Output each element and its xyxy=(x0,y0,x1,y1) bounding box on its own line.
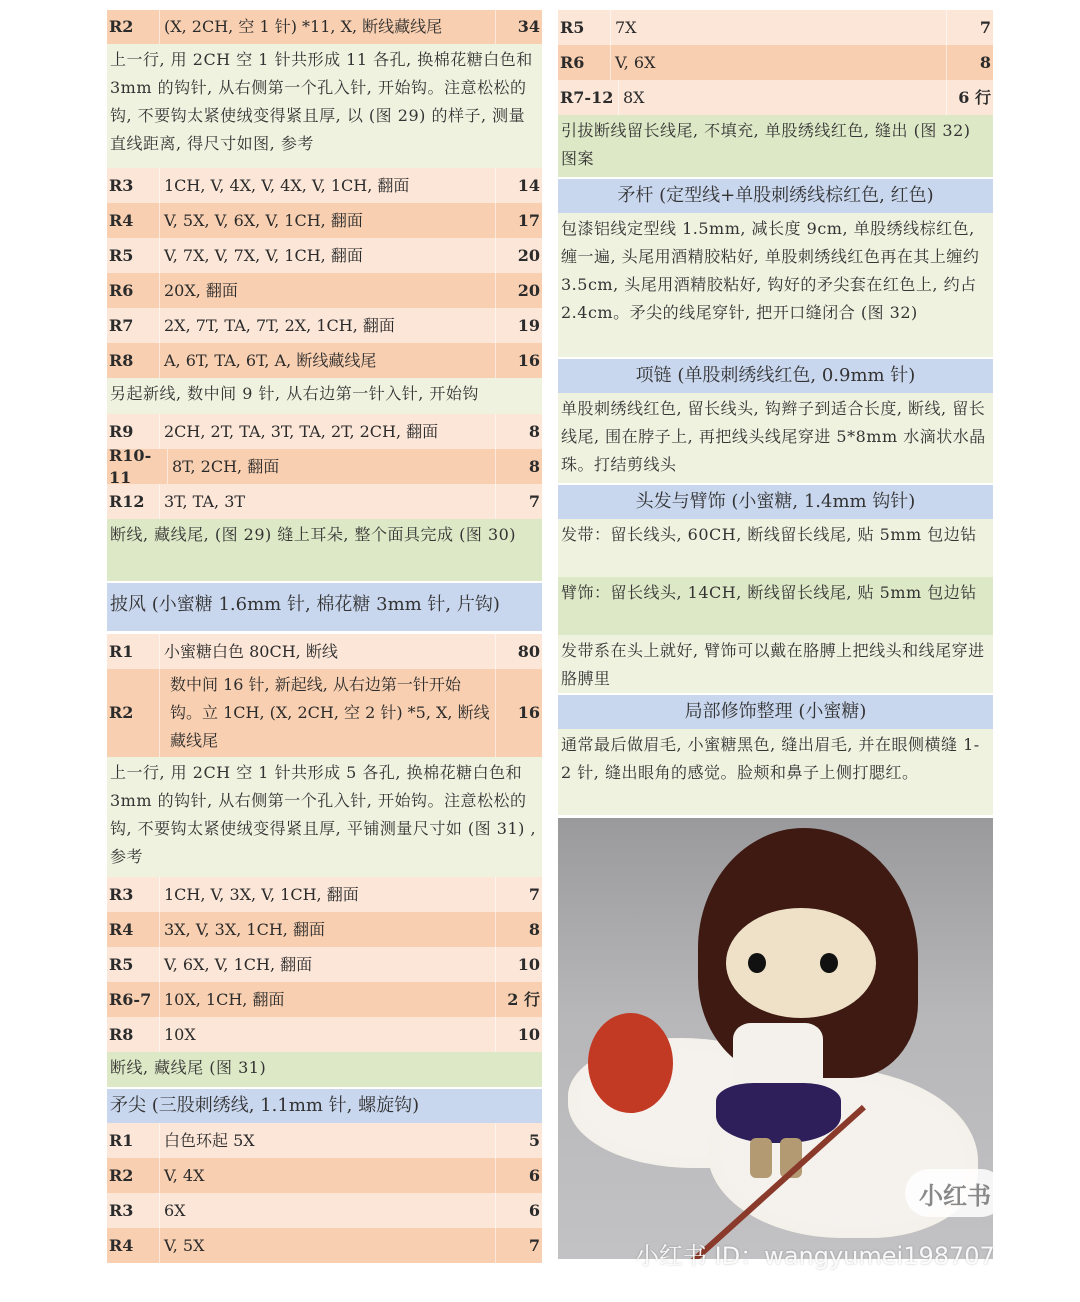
spear-tip-section-header: 矛尖 (三股刺绣线, 1.1mm 针, 螺旋钩) xyxy=(107,1089,542,1123)
necklace-note: 单股刺绣线红色, 留长线头, 钩辫子到适合长度, 断线, 留长线尾, 围在脖子上, 再把线头线尾穿进 5*8mm 水滴状水晶珠。打结剪线头 xyxy=(558,393,993,483)
cape-section-header: 披风 (小蜜糖 1.6mm 针, 棉花糖 3mm 针, 片钩) xyxy=(107,583,542,631)
row-count: 2 行 xyxy=(507,989,540,1009)
row-label: R6-7 xyxy=(109,989,152,1009)
table-row xyxy=(107,273,542,308)
table-row xyxy=(107,168,542,203)
table-row xyxy=(107,343,542,378)
row-instruction: V, 6X xyxy=(610,45,947,80)
table-row xyxy=(558,45,993,80)
row-instruction: 8T, 2CH, 翻面 xyxy=(167,449,496,484)
row-instruction: 3T, TA, 3T xyxy=(159,484,496,519)
table-row xyxy=(107,947,542,982)
table-row xyxy=(558,80,993,115)
row-instruction: 小蜜糖白色 80CH, 断线 xyxy=(159,634,496,669)
row-instruction: 1CH, V, 4X, V, 4X, V, 1CH, 翻面 xyxy=(159,168,496,203)
cape-rows xyxy=(107,877,542,1052)
row-label: R4 xyxy=(109,210,134,230)
row-label: R12 xyxy=(109,491,145,511)
row-count: 8 xyxy=(528,919,540,939)
mask-done-note: 断线, 藏线尾, (图 29) 缝上耳朵, 整个面具完成 (图 30) xyxy=(107,519,542,581)
row-instruction: 6X xyxy=(159,1193,496,1228)
spear-shaft-section-header: 矛杆 (定型线+单股刺绣线棕红色, 红色) xyxy=(558,179,993,213)
spear-shaft-note: 包漆铝线定型线 1.5mm, 减长度 9cm, 单股绣线棕红色, 缠一遍, 头尾用酒精胶粘好, 单股刺绣线红色再在其上缠约 3.5cm, 头尾用酒精胶粘好, 钩好的矛尖套在红色上, 约占 2.4cm。矛尖的线尾穿针, 把开口缝闭合 (图 32) xyxy=(558,213,993,357)
watermark-user-id: 小红书 ID：wangyumei198707 xyxy=(635,1242,995,1270)
doll-skirt xyxy=(716,1083,841,1143)
row-count: 16 xyxy=(517,350,540,370)
row-label: R4 xyxy=(109,919,134,939)
row-label: R1 xyxy=(109,1130,134,1150)
row-label: R6 xyxy=(560,52,585,72)
table-row xyxy=(558,10,993,45)
row-count: 10 xyxy=(517,954,540,974)
row-count: 80 xyxy=(517,641,540,661)
row-count: 7 xyxy=(528,884,540,904)
row-count: 7 xyxy=(979,17,991,37)
row-count: 10 xyxy=(517,1024,540,1044)
row-instruction: 7X xyxy=(610,10,947,45)
doll-eye-right xyxy=(820,953,838,973)
row-instruction: 8X xyxy=(618,80,947,115)
xiaohongshu-logo: 小红书 xyxy=(905,1169,993,1217)
row-instruction: V, 7X, V, 7X, V, 1CH, 翻面 xyxy=(159,238,496,273)
row-count: 34 xyxy=(517,17,540,37)
table-row xyxy=(107,203,542,238)
doll-eye-left xyxy=(748,953,766,973)
row-instruction: 3X, V, 3X, 1CH, 翻面 xyxy=(159,912,496,947)
spear-tip-rows-cont xyxy=(558,10,993,115)
row-instruction: 10X, 1CH, 翻面 xyxy=(159,982,496,1017)
necklace-section-header: 项链 (单股刺绣线红色, 0.9mm 针) xyxy=(558,359,993,393)
table-row xyxy=(107,669,542,757)
table-row xyxy=(107,414,542,449)
pattern-column-right xyxy=(558,10,993,815)
row-label: R1 xyxy=(109,641,134,661)
row-label: R8 xyxy=(109,1024,134,1044)
row-label: R7 xyxy=(109,315,134,335)
table-row xyxy=(107,1228,542,1263)
mask-rows-2 xyxy=(107,414,542,519)
table-row xyxy=(107,634,542,669)
table-row xyxy=(107,1158,542,1193)
row-label: R3 xyxy=(109,175,134,195)
spear-tip-note: 引拔断线留长线尾, 不填充, 单股绣线红色, 缝出 (图 32) 图案 xyxy=(558,115,993,177)
row-instruction: V, 5X, V, 6X, V, 1CH, 翻面 xyxy=(159,203,496,238)
row-count: 8 xyxy=(979,52,991,72)
row-label: R7-12 xyxy=(560,87,614,107)
row-count: 8 xyxy=(528,456,540,476)
row-label: R5 xyxy=(560,17,585,37)
row-count: 6 xyxy=(528,1165,540,1185)
row-count: 19 xyxy=(517,315,540,335)
row-label: R5 xyxy=(109,245,134,265)
table-row xyxy=(107,484,542,519)
finishing-note: 通常最后做眉毛, 小蜜糖黑色, 缝出眉毛, 并在眼侧横缝 1-2 针, 缝出眼角的感觉。脸颊和鼻子上侧打腮红。 xyxy=(558,729,993,815)
row-instruction: 数中间 16 针, 新起线, 从右边第一针开始钩。立 1CH, (X, 2CH, 空 2 针) *5, X, 断线藏线尾 xyxy=(159,669,496,757)
table-row xyxy=(107,877,542,912)
row-label: R5 xyxy=(109,954,134,974)
table-row xyxy=(107,10,542,44)
mask-rows xyxy=(107,168,542,378)
row-label: R10-11 xyxy=(109,445,152,487)
table-row xyxy=(107,238,542,273)
spear-tip-rows xyxy=(107,1123,542,1263)
row-instruction: 白色环起 5X xyxy=(159,1123,496,1158)
row-label: R3 xyxy=(109,884,134,904)
row-instruction: 20X, 翻面 xyxy=(159,273,496,308)
row-label: R8 xyxy=(109,350,134,370)
headband-note: 发带：留长线头, 60CH, 断线留长线尾, 贴 5mm 包边钻 xyxy=(558,519,993,577)
row-instruction: A, 6T, TA, 6T, A, 断线藏线尾 xyxy=(159,343,496,378)
table-row xyxy=(107,982,542,1017)
red-wolf-mask xyxy=(588,1013,673,1113)
wear-note: 发带系在头上就好, 臂饰可以戴在胳膊上把线头和线尾穿进胳膊里 xyxy=(558,635,993,693)
row-count: 8 xyxy=(528,421,540,441)
row-instruction: 1CH, V, 3X, V, 1CH, 翻面 xyxy=(159,877,496,912)
row-instruction: 10X xyxy=(159,1017,496,1052)
row-label: R6 xyxy=(109,280,134,300)
row-label: R2 xyxy=(109,1165,134,1185)
row-count: 20 xyxy=(517,280,540,300)
table-row xyxy=(107,445,542,487)
ear-note: 上一行, 用 2CH 空 1 针共形成 11 各孔, 换棉花糖白色和 3mm 的钩针, 从右侧第一个孔入针, 开始钩。注意松松的钩, 不要钩太紧使绒变得紧且厚, 以 (图 29) 的样子, 测量直线距离, 得尺寸如图, 参考 xyxy=(107,44,542,168)
restart-note: 另起新线, 数中间 9 针, 从右边第一针入针, 开始钩 xyxy=(107,378,542,414)
pattern-column-left xyxy=(107,10,542,1263)
row-instruction: (X, 2CH, 空 1 针) *11, X, 断线藏线尾 xyxy=(159,10,496,44)
row-count: 20 xyxy=(517,245,540,265)
row-instruction: 2CH, 2T, TA, 3T, TA, 2T, 2CH, 翻面 xyxy=(159,414,496,449)
row-count: 7 xyxy=(528,1235,540,1255)
row-count: 6 行 xyxy=(958,87,991,107)
row-instruction: V, 5X xyxy=(159,1228,496,1263)
armband-note: 臂饰：留长线头, 14CH, 断线留长线尾, 贴 5mm 包边钻 xyxy=(558,577,993,635)
row-count: 16 xyxy=(517,703,540,723)
row-count: 5 xyxy=(528,1130,540,1150)
row-instruction: V, 6X, V, 1CH, 翻面 xyxy=(159,947,496,982)
row-instruction: V, 4X xyxy=(159,1158,496,1193)
row-count: 7 xyxy=(528,491,540,511)
row-count: 17 xyxy=(517,210,540,230)
row-label: R9 xyxy=(109,421,134,441)
row-label: R4 xyxy=(109,1235,134,1255)
row-label: R2 xyxy=(109,703,134,723)
row-label: R3 xyxy=(109,1200,134,1220)
row-count: 6 xyxy=(528,1200,540,1220)
table-row xyxy=(107,1017,542,1052)
cape-done-note: 断线, 藏线尾 (图 31) xyxy=(107,1052,542,1087)
cape-note: 上一行, 用 2CH 空 1 针共形成 5 各孔, 换棉花糖白色和 3mm 的钩针, 从右侧第一个孔入针, 开始钩。注意松松的钩, 不要钩太紧使绒变得紧且厚, 平铺测量尺寸如 (图 31) , 参考 xyxy=(107,757,542,877)
table-row xyxy=(107,1193,542,1228)
table-row xyxy=(107,1123,542,1158)
table-row xyxy=(107,912,542,947)
doll-photo xyxy=(558,818,993,1259)
finishing-section-header: 局部修饰整理 (小蜜糖) xyxy=(558,695,993,729)
row-count: 14 xyxy=(517,175,540,195)
table-row xyxy=(107,308,542,343)
row-instruction: 2X, 7T, TA, 7T, 2X, 1CH, 翻面 xyxy=(159,308,496,343)
hair-section-header: 头发与臂饰 (小蜜糖, 1.4mm 钩针) xyxy=(558,485,993,519)
doll-leg-left xyxy=(750,1138,772,1178)
row-label: R2 xyxy=(109,17,134,37)
